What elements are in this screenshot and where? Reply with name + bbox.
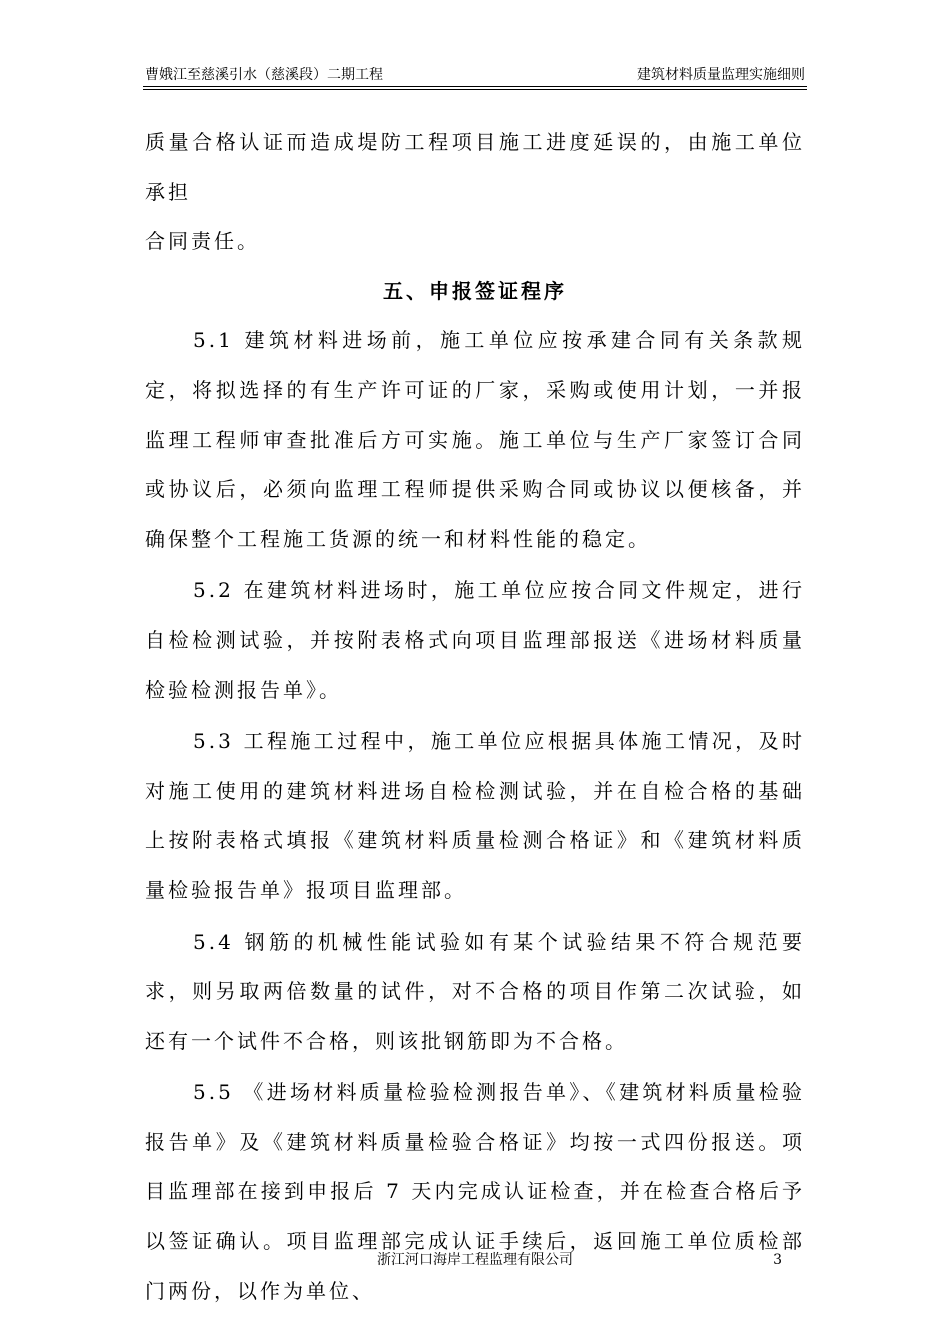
paragraph-5-1: 5.1 建筑材料进场前，施工单位应按承建合同有关条款规定，将拟选择的有生产许可证的厂家，采购或使用计划，一并报监理工程师审查批准后方可实施。施工单位与生产厂家签订合同或协议后，必须向监理工程师提供采购合同或协议以便核备，并确保整个工程施工货源的统一和材料性能的稳定。 [145, 328, 805, 551]
document-body [145, 118, 805, 1316]
paragraph-5-2: 5.2 在建筑材料进场时，施工单位应按合同文件规定，进行自检检测试验，并按附表格式向项目监理部报送《进场材料质量检验检测报告单》。 [145, 578, 805, 702]
intro-line-2: 合同责任。 [145, 229, 260, 254]
header-rule-thin [143, 89, 807, 90]
header-rule-thick [143, 86, 807, 87]
intro-line-1: 质量合格认证而造成堤防工程项目施工进度延误的，由施工单位承担 [145, 130, 805, 204]
paragraph-5-3: 5.3 工程施工过程中，施工单位应根据具体施工情况，及时对施工使用的建筑材料进场自检检测试验，并在自检合格的基础上按附表格式填报《建筑材料质量检测合格证》和《建筑材料质量检验报告单》报项目监理部。 [145, 729, 805, 902]
page-number: 3 [773, 1252, 782, 1268]
header-project-name: 曹娥江至慈溪引水（慈溪段）二期工程 [145, 67, 383, 83]
header-document-title: 建筑材料质量监理实施细则 [637, 67, 805, 83]
paragraph-5-4: 5.4 钢筋的机械性能试验如有某个试验结果不符合规范要求，则另取两倍数量的试件，对不合格的项目作第二次试验，如还有一个试件不合格，则该批钢筋即为不合格。 [145, 929, 805, 1053]
paragraph-5-5: 5.5 《进场材料质量检验检测报告单》、《建筑材料质量检验报告单》及《建筑材料质量检验合格证》均按一式四份报送。项目监理部在接到申报后 7 天内完成认证检查，并在检查合格后予以签证确认。项目监理部完成认证手续后，返回施工单位质检部门两份，以作为单位、 [145, 1080, 805, 1303]
footer-company: 浙江河口海岸工程监理有限公司 [377, 1252, 573, 1268]
section-heading: 五、申报签证程序 [383, 278, 567, 303]
